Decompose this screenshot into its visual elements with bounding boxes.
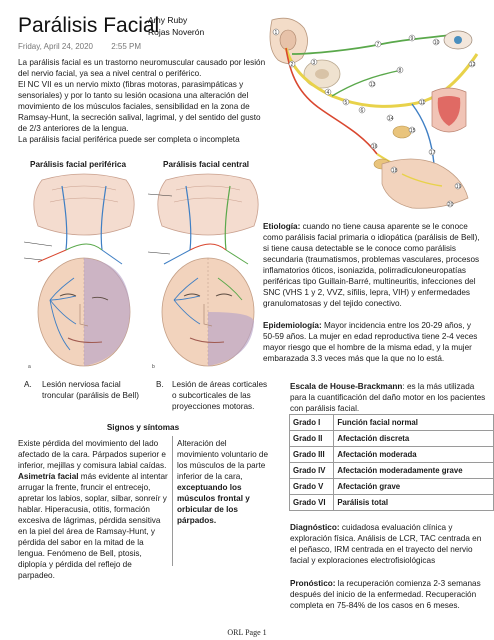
nerve-label-15: 15: [409, 127, 416, 134]
nerve-label-8: 8: [398, 67, 402, 74]
etiologia-section: [263, 221, 481, 309]
pronostico-text: la recuperación comienza 2-3 semanas después del inicio de la enfermedad. Recuperación completa en 75-84% de los casos en 6 meses.: [290, 579, 481, 610]
central-figure-title: Parálisis facial central: [163, 160, 250, 169]
lesion-type-b: [152, 379, 272, 412]
panel-a-label: a: [28, 364, 31, 370]
grado-cell: Grado III: [290, 447, 334, 463]
authors: [148, 14, 204, 38]
signos-right-bold: exceptuando los músculos frontal y orbicular de los párpados.: [177, 483, 250, 525]
intro-paragraph-3: La parálisis facial periférica puede ser completa o incompleta: [18, 135, 240, 144]
table-row: [290, 415, 494, 431]
epidemiologia-label: Epidemiología:: [263, 321, 322, 330]
signos-right-pre: Alteración del movimiento voluntario de los músculos de la parte inferior de la cara,: [177, 439, 269, 481]
nerve-label-10: 10: [433, 39, 440, 46]
nerve-label-4: 4: [326, 89, 330, 96]
pronostico-label: Pronóstico:: [290, 579, 336, 588]
nerve-label-13: 13: [369, 81, 376, 88]
etiologia-label: Etiología:: [263, 222, 301, 231]
nerve-label-2: 2: [290, 61, 294, 68]
desc-cell: Afectación moderadamente grave: [334, 463, 494, 479]
nerve-label-14: 14: [387, 115, 394, 122]
grado-cell: Grado IV: [290, 463, 334, 479]
author-2: Rojas Noverón: [148, 27, 205, 37]
diagnostico-section: [290, 522, 486, 566]
nerve-label-12: 12: [469, 61, 476, 68]
grado-cell: Grado II: [290, 431, 334, 447]
signos-title: Signos y síntomas: [106, 423, 180, 432]
etiologia-text: cuando no tiene causa aparente se le conoce como parálisis facial primaria o idiopática (parálisis de Bell), si tiene causa detectable se le conoce como parálisis secundaria (traumatismos, problemas vasculares, procesos inflamatorios óticos, isoniazida, polirradiculoneuropatías periféricas tipo Guillain-Barré, multineuritis, infecciones del SNC (VHS 1 y 2, VVZ, sífilis, lepra, VIH) y enfermedades granulomatosas y del tejido conectivo.: [263, 222, 480, 308]
desc-cell: Afectación discreta: [334, 431, 494, 447]
epidemiologia-section: [263, 320, 481, 364]
desc-cell: Afectación moderada: [334, 447, 494, 463]
author-1: Amy Ruby: [148, 15, 188, 25]
nerve-label-18: 18: [391, 167, 398, 174]
date-text: Friday, April 24, 2020: [18, 42, 94, 51]
desc-cell: Parálisis total: [334, 495, 494, 511]
signos-left-pre: Existe pérdida del movimiento del lado afectado de la cara. Párpados superior e inferior, mejillas y comisura labial caídas.: [18, 439, 167, 470]
table-row: [290, 495, 494, 511]
signos-central-text: [177, 438, 269, 526]
lesion-type-a: [18, 379, 148, 401]
grado-cell: Grado V: [290, 479, 334, 495]
pronostico-section: [290, 578, 486, 611]
hb-intro-text: : es la más utilizada para la cuantificación del daño motor en los pacientes con parálisis facial.: [290, 382, 486, 413]
nerve-label-1: 1: [274, 29, 278, 36]
central-paralysis-figure: [146, 172, 270, 372]
panel-b-label: b: [152, 364, 155, 370]
diagnostico-label: Diagnóstico:: [290, 523, 340, 532]
signos-left-bold: Asimetría facial: [18, 472, 79, 481]
nerve-label-11: 11: [419, 99, 426, 106]
intro-paragraph-2: El NC VII es un nervio mixto (fibras motoras, parasimpáticas y sensoriales) y por lo tanto su lesión ocasiona una alteración del movimiento de los músculos faciales, sensibilidad en la zona de Ramsay-Hunt, la secreción salival, lagrimal, y del sentido del gusto de 2/3 anteriores de la lengua.: [18, 80, 261, 133]
table-row: [290, 479, 494, 495]
nerve-label-9: 9: [410, 35, 414, 42]
lesion-b-text: Lesión de áreas corticales o subcorticales de las proyecciones motoras.: [172, 380, 268, 411]
page-footer: ORL Page 1: [227, 628, 267, 637]
page-date: [18, 42, 157, 51]
house-brackmann-intro: [290, 381, 486, 414]
nerve-label-7: 7: [376, 41, 380, 48]
lesion-a-marker: A.: [24, 380, 32, 389]
table-row: [290, 431, 494, 447]
nerve-label-16: 16: [371, 143, 378, 150]
signos-divider: [172, 436, 173, 566]
lesion-b-marker: B.: [156, 380, 164, 389]
nerve-label-20: 20: [447, 201, 454, 208]
nerve-label-6: 6: [360, 107, 364, 114]
signos-peripheral-text: [18, 438, 168, 581]
intro-paragraph-1: La parálisis facial es un trastorno neuromuscular causado por lesión del nervio facial, ya sea a nivel central o periférico.: [18, 58, 266, 78]
house-brackmann-table: [289, 414, 494, 511]
peripheral-paralysis-figure: [22, 172, 146, 372]
signos-left-post: más evidente al intentar arrugar la frente, fruncir el entrecejo, apretar los labios, soplar, silbar, sonreír y hablar. Hiperacusia, otitis, formación excesiva de lágrimas, pérdida sensitiva en la piel del área de Ramsay-Hunt, y pérdida del sabor en la mitad de la lengua. Fenómeno de Bell, ptosis, diplopía y pérdida del reflejo de parpadeo.: [18, 472, 168, 580]
grado-cell: Grado VI: [290, 495, 334, 511]
diagnostico-text: cuidadosa evaluación clínica y exploración física. Análisis de LCR, TAC centrada en el peñasco, IRM centrada en el trayecto del nervio facial y exploraciones electrofisiológicas: [290, 523, 482, 565]
epidemiologia-text: Mayor incidencia entre los 20-29 años, y 50-59 años. La mujer en edad reproductiva tiene 2-4 veces mayor riesgo que el hombre de la misma edad, y la mujer embarazada 3.3 veces más que la que no lo está.: [263, 321, 478, 363]
intro-text: [18, 57, 266, 145]
desc-cell: Función facial normal: [334, 415, 494, 431]
time-text: 2:55 PM: [111, 42, 142, 51]
desc-cell: Afectación grave: [334, 479, 494, 495]
page-title: Parálisis Facial: [18, 14, 160, 37]
grado-cell: Grado I: [290, 415, 334, 431]
nerve-label-19: 19: [455, 183, 462, 190]
table-row: [290, 463, 494, 479]
nerve-label-3: 3: [312, 59, 316, 66]
peripheral-figure-title: Parálisis facial periférica: [30, 160, 127, 169]
nerve-label-5: 5: [344, 99, 348, 106]
table-row: [290, 447, 494, 463]
lesion-a-text: Lesión nerviosa facial troncular (parálisis de Bell): [42, 380, 139, 400]
nerve-label-17: 17: [429, 149, 436, 156]
hb-intro-bold: Escala de House-Brackmann: [290, 382, 403, 391]
facial-nerve-anatomy-diagram: [262, 14, 488, 214]
